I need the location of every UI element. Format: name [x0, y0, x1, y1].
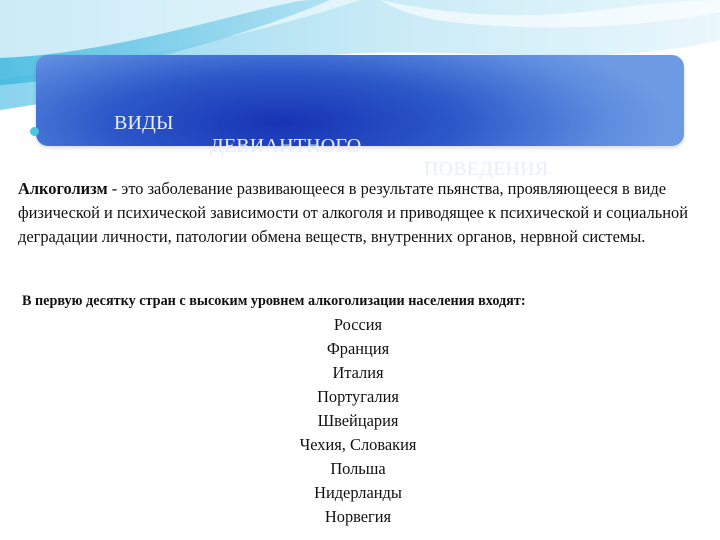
definition-paragraph	[18, 177, 708, 249]
title-word-behavior: ПОВЕДЕНИЯ	[424, 158, 549, 180]
country-item: Швейцария	[317, 411, 399, 430]
bullet-dot-icon	[30, 127, 39, 136]
countries-intro: В первую десятку стран с высоким уровнем алкоголизации населения входят:	[22, 293, 526, 309]
definition-text: - это заболевание развивающееся в результате пьянства, проявляющееся в виде физической и психической зависимости от алкоголя и приводящее к психической и социальной деградации личности, патологии обмена веществ, внутренних органов, нервной системы.	[18, 179, 688, 246]
title-word-deviant: ДЕВИАНТНОГО	[210, 135, 362, 157]
country-item: Норвегия	[324, 507, 392, 526]
country-item: Франция	[326, 339, 390, 358]
country-item: Чехия, Словакия	[299, 435, 417, 454]
country-item: Нидерланды	[314, 483, 402, 502]
country-item: Россия	[333, 315, 383, 334]
title-word-types: ВИДЫ	[114, 112, 174, 134]
country-item: Португалия	[317, 387, 399, 406]
countries-list	[258, 313, 458, 529]
title-banner	[36, 55, 684, 180]
definition-term: Алкоголизм	[18, 179, 108, 198]
country-item: Италия	[332, 363, 384, 382]
country-item: Польша	[330, 459, 386, 478]
